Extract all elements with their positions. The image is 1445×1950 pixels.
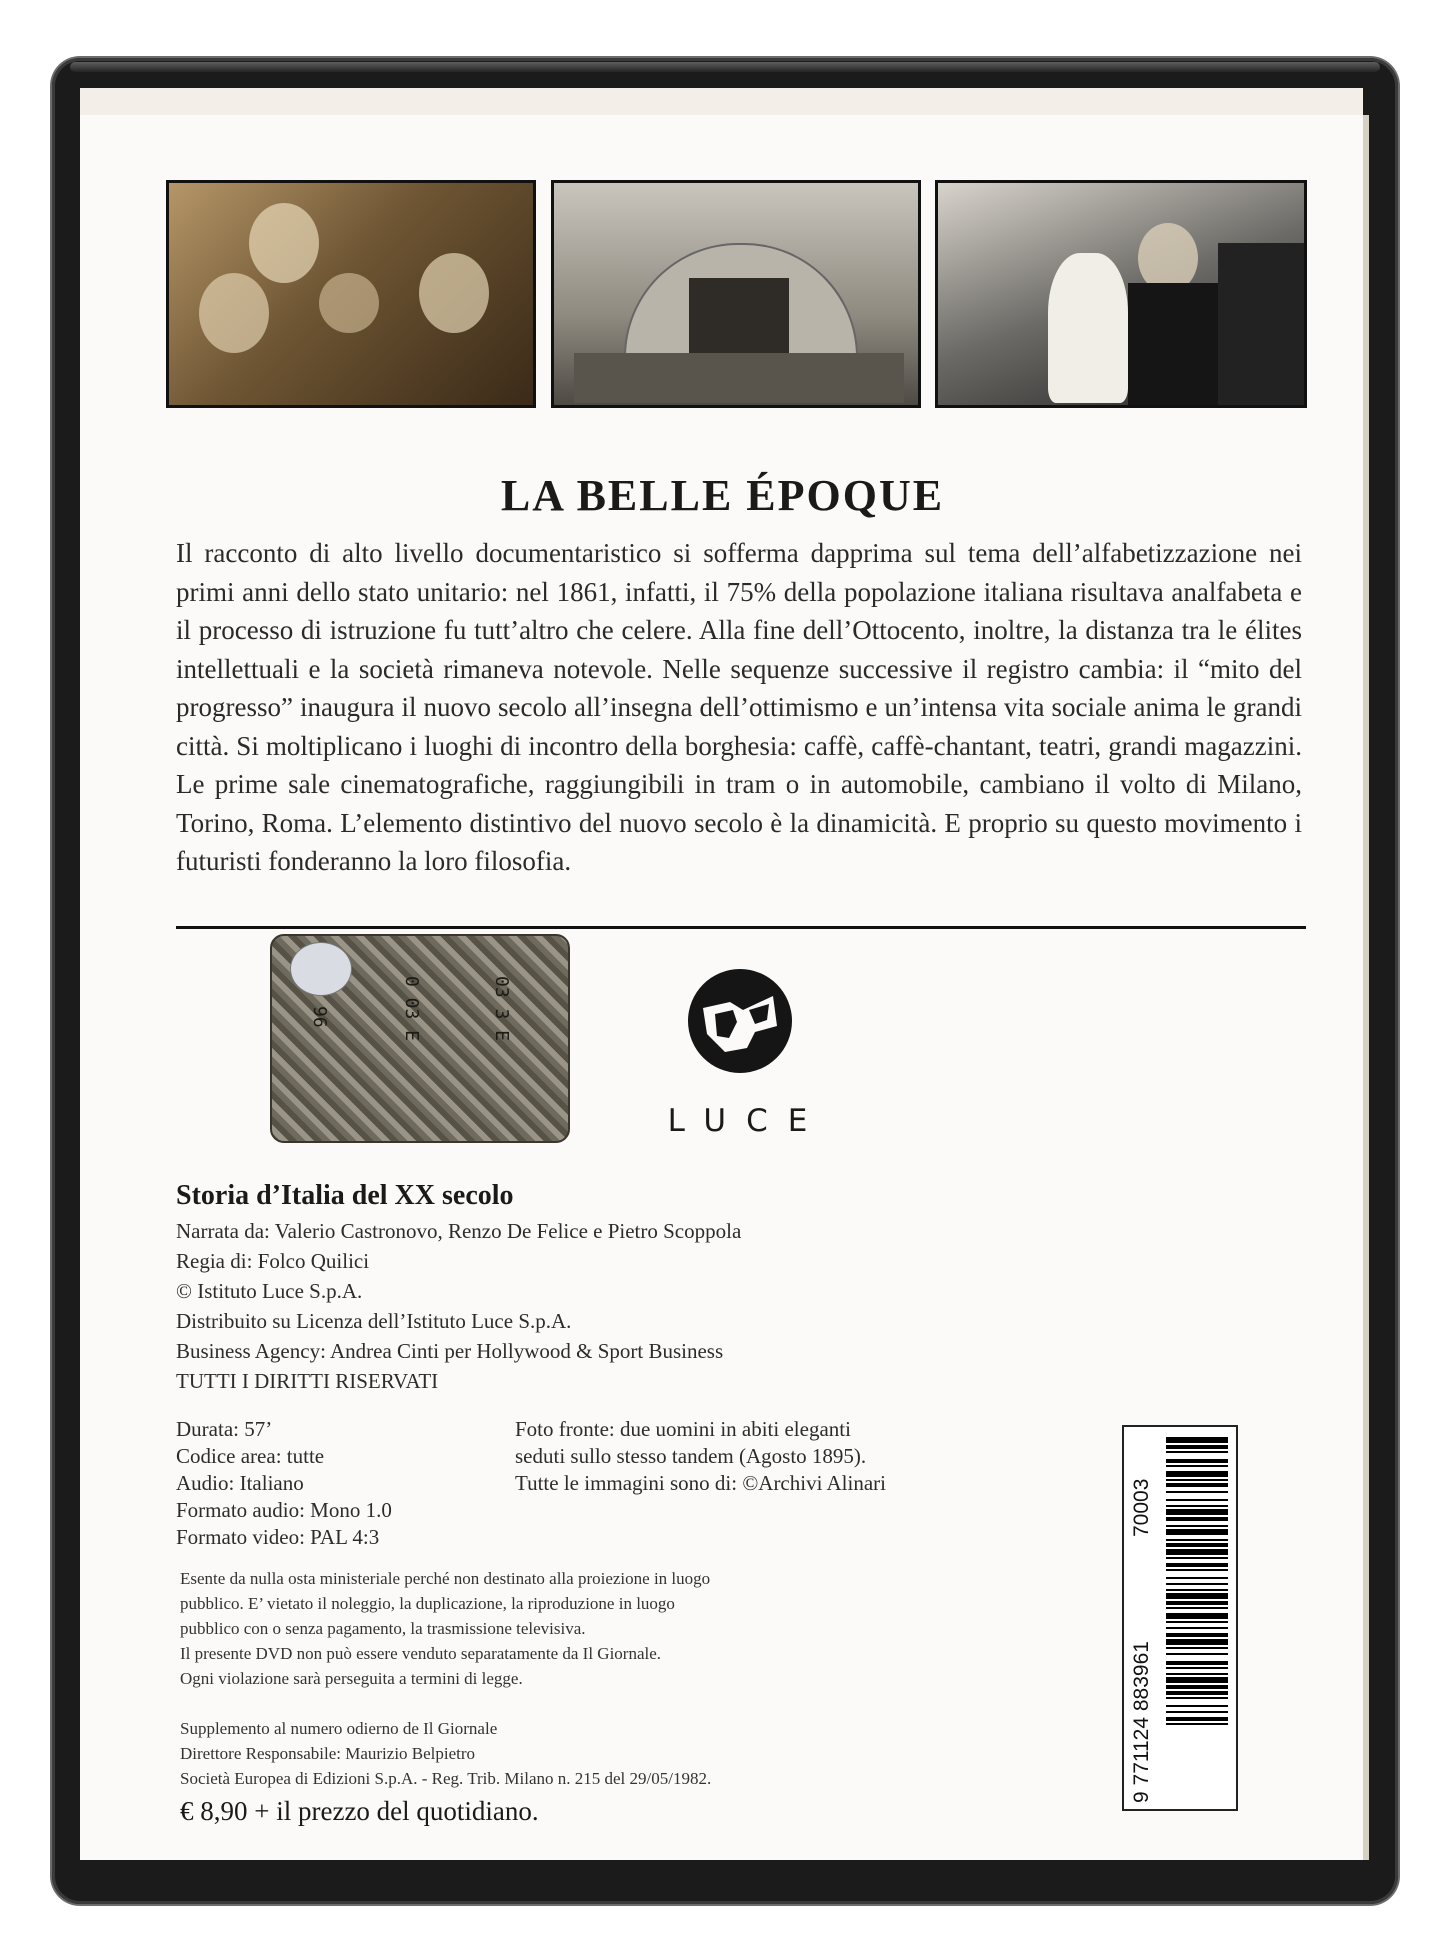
legal-notice bbox=[180, 1566, 710, 1691]
credit-line: Regia di: Folco Quilici bbox=[176, 1249, 370, 1273]
case-edge-highlight bbox=[70, 62, 1380, 72]
credit-line: Distribuito su Licenza dell’Istituto Luce S.p.A. bbox=[176, 1309, 572, 1333]
luce-logo-icon bbox=[685, 966, 795, 1076]
barcode-bar bbox=[1166, 1589, 1228, 1591]
barcode-bar bbox=[1166, 1577, 1228, 1579]
barcode-bar bbox=[1166, 1491, 1228, 1493]
barcode-bar bbox=[1166, 1661, 1228, 1665]
barcode-bar bbox=[1166, 1509, 1228, 1515]
barcode-bar bbox=[1166, 1697, 1228, 1699]
supplement-info bbox=[180, 1716, 711, 1791]
barcode-bar bbox=[1166, 1569, 1228, 1571]
barcode-bar bbox=[1166, 1601, 1228, 1605]
series-title: Storia d’Italia del XX secolo bbox=[176, 1180, 514, 1211]
spec-duration: Durata: 57’ bbox=[176, 1417, 273, 1441]
description-text: Il racconto di alto livello documentaristico si sofferma dapprima sul tema dell’alfabetizzazione nei primi anni dello stato unitario: nel 1861, infatti, il 75% della popolazione italiana risultava analfabeta e il processo di istruzione fu tutt’altro che celere. Alla fine dell’Ottocento, inoltre, la distanza tra le élites intellettuali e la società rimaneva notevole. Nelle sequenze successive il registro cambia: il “mito del progresso” inaugura il nuovo secolo all’insegna dell’ottimismo e un’intensa vita sociale anima le grandi città. Si moltiplicano i luoghi di incontro della borghesia: caffè, caffè-chantant, teatri, grandi magazzini. Le prime sale cinematografiche, raggiungibili in tram o in automobile, cambiano il volto di Milano, Torino, Roma. L’elemento distintivo del nuovo secolo è la dinamicità. E proprio su questo movimento i futuristi fonderanno la loro filosofia. bbox=[176, 538, 1302, 876]
barcode-bars bbox=[1166, 1437, 1228, 1797]
spec-region: Codice area: tutte bbox=[176, 1444, 325, 1468]
supplement-line: Supplemento al numero odierno de Il Giornale bbox=[180, 1719, 498, 1738]
hologram-code: 96 bbox=[309, 1006, 330, 1028]
tech-specs bbox=[176, 1416, 392, 1551]
credit-line: TUTTI I DIRITTI RISERVATI bbox=[176, 1369, 439, 1393]
barcode-bar bbox=[1166, 1593, 1228, 1599]
spec-audio: Audio: Italiano bbox=[176, 1471, 304, 1495]
photo-credits bbox=[515, 1416, 886, 1497]
photo-credit-line: Foto fronte: due uomini in abiti eleganti bbox=[515, 1417, 851, 1441]
barcode-bar bbox=[1166, 1627, 1228, 1629]
barcode-bar bbox=[1166, 1451, 1228, 1453]
barcode-bar bbox=[1166, 1607, 1228, 1609]
page-title: LA BELLE ÉPOQUE bbox=[500, 471, 945, 520]
barcode-bar bbox=[1166, 1465, 1228, 1467]
barcode-bar bbox=[1166, 1647, 1228, 1649]
photo-credit-line: seduti sullo stesso tandem (Agosto 1895). bbox=[515, 1444, 867, 1468]
barcode-bar bbox=[1166, 1543, 1228, 1547]
legal-line: Ogni violazione sarà perseguita a termini di legge. bbox=[180, 1669, 523, 1688]
barcode-bar bbox=[1166, 1505, 1228, 1507]
hologram-seal-icon bbox=[290, 942, 352, 996]
supplement-line: Società Europea di Edizioni S.p.A. - Reg. Trib. Milano n. 215 del 29/05/1982. bbox=[180, 1769, 712, 1788]
barcode-bar bbox=[1166, 1539, 1228, 1541]
barcode-bar bbox=[1166, 1563, 1228, 1567]
barcode-bar bbox=[1166, 1437, 1228, 1443]
credit-line: Business Agency: Andrea Cinti per Hollywood & Sport Business bbox=[176, 1339, 724, 1363]
photo-exhibition-pavilion bbox=[551, 180, 921, 408]
credits-block bbox=[176, 1216, 741, 1396]
barcode-bar bbox=[1166, 1459, 1228, 1463]
barcode-bar bbox=[1166, 1471, 1228, 1477]
barcode-bar bbox=[1166, 1499, 1228, 1501]
siae-hologram-sticker bbox=[270, 934, 570, 1143]
photo-wedding bbox=[935, 180, 1307, 408]
barcode-bar bbox=[1166, 1483, 1228, 1487]
barcode-bar bbox=[1166, 1479, 1228, 1481]
barcode-bar bbox=[1166, 1711, 1228, 1713]
barcode bbox=[1122, 1425, 1238, 1811]
barcode-bar bbox=[1166, 1677, 1228, 1683]
barcode-bar bbox=[1166, 1673, 1228, 1675]
barcode-bar bbox=[1166, 1583, 1228, 1585]
photo-three-men bbox=[166, 180, 536, 408]
photo-credit-line: Tutte le immagini sono di: ©Archivi Alinari bbox=[515, 1471, 886, 1495]
barcode-bar bbox=[1166, 1653, 1228, 1655]
barcode-bar bbox=[1166, 1685, 1228, 1689]
barcode-main-number: 9 771124 883961 bbox=[1130, 1641, 1153, 1803]
legal-line: Il presente DVD non può essere venduto separatamente da Il Giornale. bbox=[180, 1644, 662, 1663]
barcode-bar bbox=[1166, 1723, 1228, 1725]
barcode-bar bbox=[1166, 1639, 1228, 1645]
legal-line: Esente da nulla osta ministeriale perché non destinato alla proiezione in luogo bbox=[180, 1569, 711, 1588]
price: € 8,90 + il prezzo del quotidiano. bbox=[180, 1796, 539, 1826]
barcode-bar bbox=[1166, 1705, 1228, 1707]
barcode-bar bbox=[1166, 1633, 1228, 1637]
barcode-bar bbox=[1166, 1525, 1228, 1527]
barcode-bar bbox=[1166, 1621, 1228, 1623]
credit-line: © Istituto Luce S.p.A. bbox=[176, 1279, 363, 1303]
barcode-bar bbox=[1166, 1517, 1228, 1521]
spec-audio-format: Formato audio: Mono 1.0 bbox=[176, 1498, 392, 1522]
supplement-line: Direttore Responsabile: Maurizio Belpietro bbox=[180, 1744, 476, 1763]
barcode-bar bbox=[1166, 1717, 1228, 1721]
barcode-bar bbox=[1166, 1529, 1228, 1535]
barcode-bar bbox=[1166, 1613, 1228, 1619]
barcode-addon-number: 70003 bbox=[1130, 1478, 1153, 1537]
barcode-bar bbox=[1166, 1445, 1228, 1449]
hologram-code: 03 3 E bbox=[491, 976, 512, 1042]
barcode-bar bbox=[1166, 1667, 1228, 1669]
barcode-bar bbox=[1166, 1557, 1228, 1559]
insert-top-strip bbox=[80, 88, 1363, 115]
barcode-bar bbox=[1166, 1549, 1228, 1555]
credit-line: Narrata da: Valerio Castronovo, Renzo De Felice e Pietro Scoppola bbox=[176, 1219, 742, 1243]
legal-line: pubblico. E’ vietato il noleggio, la duplicazione, la riproduzione in luogo bbox=[180, 1594, 675, 1613]
spec-video-format: Formato video: PAL 4:3 bbox=[176, 1525, 380, 1549]
legal-line: pubblico con o senza pagamento, la trasmissione televisiva. bbox=[180, 1619, 586, 1638]
barcode-bar bbox=[1166, 1691, 1228, 1695]
hologram-code: 0 03 E bbox=[401, 976, 422, 1042]
luce-logo-text: LUCE bbox=[667, 1103, 828, 1139]
divider-rule bbox=[176, 926, 1306, 929]
